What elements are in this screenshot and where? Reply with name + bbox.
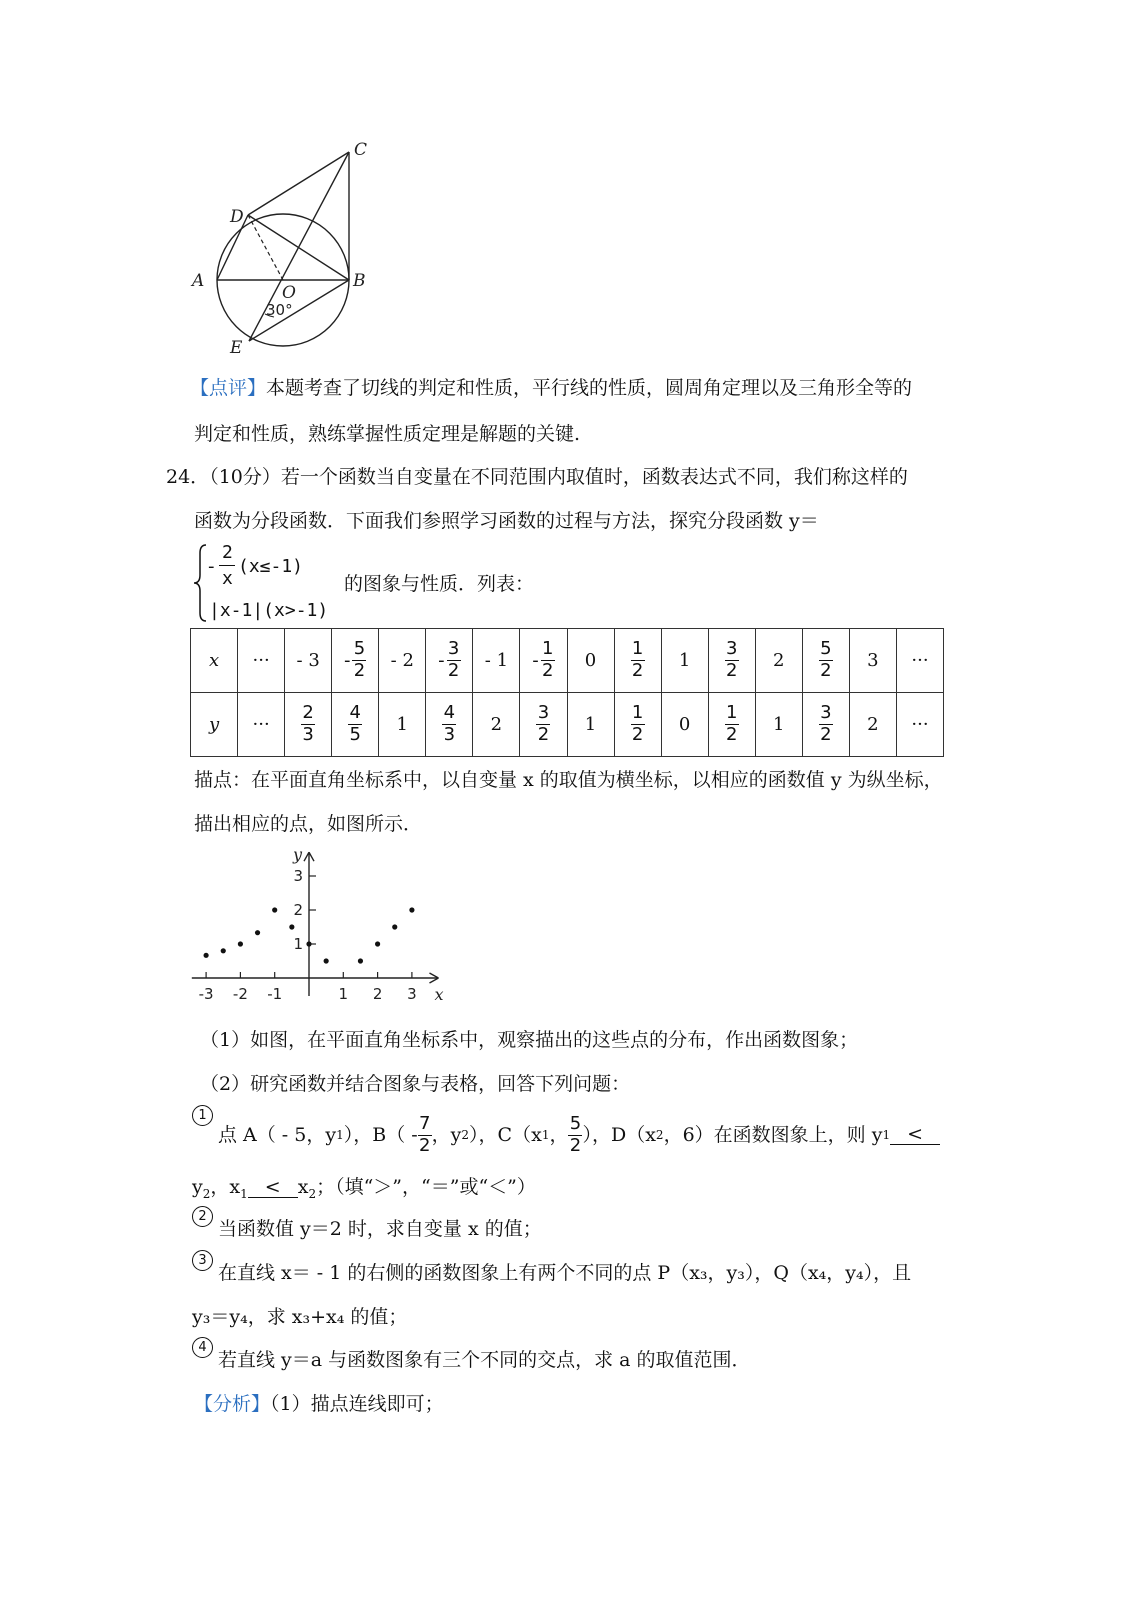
piece-2: |x-1|(x>-1) bbox=[209, 600, 329, 621]
x-row-cell: - $\frac{1}{2}$ bbox=[520, 629, 567, 693]
label-b: B bbox=[353, 271, 366, 291]
x-row-cell: - $\frac{5}{2}$ bbox=[332, 629, 379, 693]
x-axis-label: x bbox=[434, 985, 444, 1004]
item-3-line-2: y₃＝y₄，求 x₃+x₄ 的值； bbox=[192, 1306, 408, 1328]
x-row-cell: 1 bbox=[661, 629, 708, 693]
y-row-cell: 0 bbox=[661, 693, 708, 757]
data-point bbox=[204, 953, 209, 958]
x-row-cell: ··· bbox=[896, 629, 943, 693]
line-eb bbox=[249, 280, 349, 341]
review-text-1: 本题考查了切线的判定和性质，平行线的性质，圆周角定理以及三角形全等的 bbox=[266, 377, 913, 399]
data-point bbox=[375, 941, 380, 946]
y-row-cell: $\frac{2}{3}$ bbox=[285, 693, 332, 757]
y-row-cell: $\frac{1}{2}$ bbox=[614, 693, 661, 757]
q24-intro-1: 若一个函数当自变量在不同范围内取值时，函数表达式不同，我们称这样的 bbox=[280, 466, 908, 488]
data-point bbox=[221, 948, 226, 953]
data-point bbox=[392, 924, 397, 929]
data-point bbox=[238, 941, 243, 946]
q24-line-1 bbox=[166, 468, 908, 487]
item-1-c: ，y bbox=[431, 1123, 462, 1146]
review-line-1 bbox=[190, 379, 912, 398]
line-db bbox=[248, 215, 349, 280]
item-1-line-2: $y_2$，$x_1 < x_2$；（填“＞”，“＝”或“＜”） bbox=[192, 1176, 536, 1201]
review-line-2: 判定和性质，熟练掌握性质定理是解题的关键. bbox=[194, 423, 581, 445]
x-row-cell: - 2 bbox=[379, 629, 426, 693]
x-row-cell: 2 bbox=[755, 629, 802, 693]
item-1-d: ），C（x bbox=[469, 1123, 542, 1146]
x-tick-label: -3 bbox=[198, 985, 214, 1003]
label-o: O bbox=[282, 283, 296, 303]
item-3-marker: 3 bbox=[192, 1249, 213, 1271]
x-tick-label: -1 bbox=[267, 985, 283, 1003]
data-point bbox=[272, 907, 277, 912]
x-tick-label: -2 bbox=[232, 985, 248, 1003]
label-angle: 30° bbox=[266, 301, 293, 319]
data-point bbox=[289, 924, 294, 929]
y-row-cell: 1 bbox=[755, 693, 802, 757]
data-point bbox=[255, 930, 260, 935]
answer-blank-2[interactable]: < bbox=[248, 1178, 298, 1198]
line-dc bbox=[248, 152, 349, 215]
y-tick-label: 2 bbox=[293, 901, 303, 919]
sub-question-1: （1）如图，在平面直角坐标系中，观察描出的这些点的分布，作出函数图象； bbox=[200, 1029, 859, 1051]
data-point bbox=[358, 958, 363, 963]
x-row-cell: - 3 bbox=[285, 629, 332, 693]
y-axis-label: y bbox=[293, 845, 303, 865]
plot-text-2: 描出相应的点，如图所示． bbox=[194, 813, 423, 835]
data-point bbox=[409, 907, 414, 912]
label-e: E bbox=[230, 338, 243, 358]
q24-points: （10分） bbox=[209, 466, 281, 488]
x-row-cell: - 1 bbox=[473, 629, 520, 693]
table-row-y bbox=[191, 693, 944, 757]
item-1-marker: 1 bbox=[192, 1104, 213, 1126]
analysis-tag: 【分析】 bbox=[194, 1393, 271, 1415]
piece-1-cond: (x≤-1) bbox=[238, 556, 304, 577]
piece-1-num: 2 bbox=[222, 542, 233, 563]
y-row-cell: $\frac{1}{2}$ bbox=[708, 693, 755, 757]
sub-question-2: （2）研究函数并结合图象与表格，回答下列问题： bbox=[200, 1073, 631, 1095]
piece-1-den: x bbox=[222, 568, 233, 589]
q24-number: 24． bbox=[166, 466, 210, 488]
y-row-cell: 1 bbox=[379, 693, 426, 757]
answer-blank-1[interactable]: < bbox=[890, 1125, 940, 1145]
analysis-text: （1）描点连线即可； bbox=[270, 1393, 444, 1415]
label-d: D bbox=[230, 207, 244, 227]
analysis-line bbox=[194, 1395, 444, 1414]
item-1-a: 点 A（ - 5，y bbox=[218, 1123, 337, 1146]
x-row-cell: 3 bbox=[849, 629, 896, 693]
frac-5-2: $\frac{5}{2}$ bbox=[569, 1112, 582, 1156]
x-row-cell: $\frac{5}{2}$ bbox=[802, 629, 849, 693]
x-row-cell: 0 bbox=[567, 629, 614, 693]
piecewise-brace bbox=[192, 543, 208, 623]
x-tick-label: 1 bbox=[338, 985, 349, 1003]
table-header-y: y bbox=[191, 693, 238, 757]
item-2-marker: 2 bbox=[192, 1205, 213, 1227]
item-1-f: ），D（x bbox=[582, 1123, 656, 1146]
data-point bbox=[324, 958, 329, 963]
piece-1-minus: - bbox=[208, 556, 215, 577]
y-row-cell: 1 bbox=[567, 693, 614, 757]
item-2-text: 当函数值 y＝2 时，求自变量 x 的值； bbox=[218, 1218, 542, 1240]
y-row-cell: 2 bbox=[849, 693, 896, 757]
scatter-plot bbox=[185, 842, 445, 1010]
value-table bbox=[190, 628, 944, 757]
item-1-e: ， bbox=[549, 1123, 569, 1146]
review-tag: 【点评】 bbox=[190, 377, 267, 399]
geometry-figure bbox=[185, 135, 385, 365]
item-1-g: ，6）在函数图象上，则 y bbox=[663, 1123, 883, 1146]
table-row-x bbox=[191, 629, 944, 693]
x-row-cell: $\frac{1}{2}$ bbox=[614, 629, 661, 693]
item-4-text: 若直线 y＝a 与函数图象有三个不同的交点，求 a 的取值范围． bbox=[218, 1349, 751, 1371]
label-c: C bbox=[354, 140, 368, 160]
q24-intro-2: 函数为分段函数．下面我们参照学习函数的过程与方法，探究分段函数 y＝ bbox=[194, 510, 819, 532]
x-row-cell: ··· bbox=[238, 629, 285, 693]
item-1-b: ），B（ - bbox=[343, 1123, 418, 1146]
item-4-marker: 4 bbox=[192, 1336, 213, 1358]
y-tick-label: 3 bbox=[293, 867, 303, 885]
plot-text-1: 描点：在平面直角坐标系中，以自变量 x 的取值为横坐标，以相应的函数值 y 为纵坐标， bbox=[194, 769, 943, 791]
table-header-x: x bbox=[191, 629, 238, 693]
x-tick-label: 2 bbox=[372, 985, 383, 1003]
item-3-line-1: 在直线 x＝ - 1 的右侧的函数图象上有两个不同的点 P（x₃，y₃），Q（x₄，y₄），且 bbox=[218, 1262, 912, 1284]
y-row-cell: $\frac{3}{2}$ bbox=[802, 693, 849, 757]
y-row-cell: ··· bbox=[238, 693, 285, 757]
data-point bbox=[306, 941, 311, 946]
y-row-cell: $\frac{4}{5}$ bbox=[332, 693, 379, 757]
frac-7-2: $\frac{7}{2}$ bbox=[418, 1112, 431, 1156]
piece-1-bar bbox=[219, 565, 235, 566]
y-tick-label: 1 bbox=[293, 935, 303, 953]
y-row-cell: $\frac{3}{2}$ bbox=[520, 693, 567, 757]
y-row-cell: $\frac{4}{3}$ bbox=[426, 693, 473, 757]
y-row-cell: 2 bbox=[473, 693, 520, 757]
x-tick-label: 3 bbox=[407, 985, 417, 1003]
line-ec bbox=[249, 152, 349, 341]
dashed-do bbox=[248, 215, 283, 280]
after-brace-text: 的图象与性质．列表： bbox=[344, 573, 535, 595]
y-row-cell: ··· bbox=[896, 693, 943, 757]
x-row-cell: $\frac{3}{2}$ bbox=[708, 629, 755, 693]
x-row-cell: - $\frac{3}{2}$ bbox=[426, 629, 473, 693]
item-1-line-1: 点 A（ - 5，y 1 ），B（ - $\frac{7}{2}$ ，y 2 ），C（x 1 ， $\frac{5}{2}$ ），D（x 2 ，6）在函数图象上，则 y 1 < bbox=[218, 1110, 940, 1160]
label-a: A bbox=[192, 271, 205, 291]
